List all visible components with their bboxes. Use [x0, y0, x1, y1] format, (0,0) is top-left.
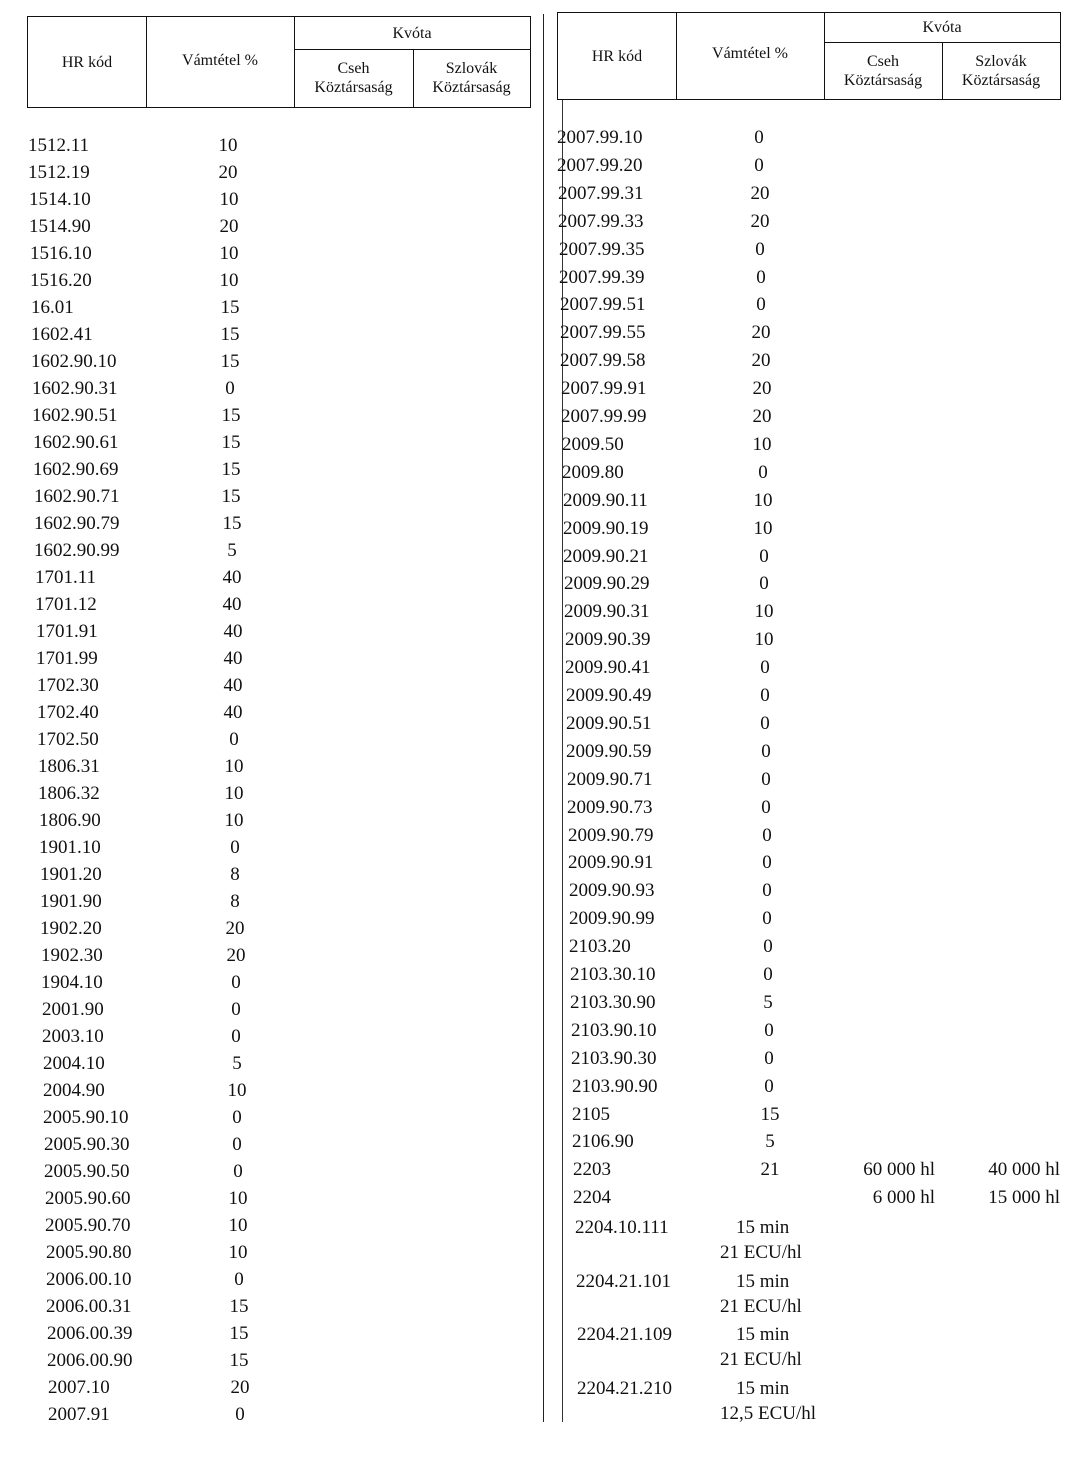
header-szlovak-line1: Szlovák	[445, 60, 498, 77]
hr-code: 1602.90.79	[34, 513, 120, 534]
hr-code: 1806.31	[38, 756, 100, 777]
table-row	[34, 483, 294, 510]
hr-code: 2009.90.59	[566, 741, 652, 762]
tariff-rate: 15	[229, 1323, 249, 1344]
header-szlovak-line1: Szlovák	[975, 52, 1027, 70]
hr-code: 2103.90.30	[571, 1048, 657, 1069]
tariff-rate: 40	[223, 675, 243, 696]
table-row	[43, 1050, 303, 1077]
tariff-rate: 0	[759, 546, 769, 567]
tariff-rate: 0	[761, 741, 771, 762]
header-szlovak	[942, 42, 1060, 99]
table-row	[44, 1131, 304, 1158]
hr-code: 2005.90.50	[44, 1161, 130, 1182]
tariff-rate: 0	[232, 1107, 242, 1128]
hr-code: 2009.90.51	[566, 713, 652, 734]
hr-code: 2204.21.101	[576, 1271, 671, 1292]
tariff-rate: 0	[231, 972, 241, 993]
table-row	[564, 598, 1062, 625]
hr-code: 1702.50	[37, 729, 99, 750]
table-row	[571, 1017, 1062, 1044]
tariff-rate-ecu: 12,5 ECU/hl	[720, 1403, 817, 1424]
tariff-rate: 0	[233, 1161, 243, 1182]
tariff-rate: 20	[751, 322, 771, 343]
table-row	[562, 459, 1062, 486]
tariff-rate: 10	[754, 629, 774, 650]
tariff-rate: 20	[750, 183, 770, 204]
table-row	[557, 124, 1062, 151]
tariff-rate-min: 15 min	[736, 1271, 790, 1292]
hr-code: 2007.99.10	[557, 127, 643, 148]
hr-code: 2204.21.109	[577, 1324, 672, 1345]
hr-code: 1901.10	[39, 837, 101, 858]
tariff-rate: 5	[765, 1131, 775, 1152]
header-cseh-line2: Köztársaság	[843, 71, 923, 89]
table-row	[46, 1293, 306, 1320]
tariff-rate: 0	[230, 837, 240, 858]
hr-code: 2006.00.10	[46, 1269, 132, 1290]
tariff-rate: 10	[228, 1215, 248, 1236]
table-row	[573, 1156, 1062, 1183]
hr-code: 2204.21.210	[577, 1378, 672, 1399]
hr-code: 2009.90.99	[569, 908, 655, 929]
table-row	[568, 849, 1062, 876]
hr-code: 2007.99.31	[558, 183, 644, 204]
table-row	[41, 969, 301, 996]
table-row	[558, 208, 1062, 235]
tariff-rate: 10	[224, 783, 244, 804]
table-row	[45, 1212, 305, 1239]
table-row	[567, 766, 1062, 793]
table-row	[34, 537, 294, 564]
hr-code: 2005.90.10	[43, 1107, 129, 1128]
hr-code: 1602.90.51	[32, 405, 118, 426]
tariff-rate: 0	[225, 378, 235, 399]
hr-code: 1602.90.31	[32, 378, 118, 399]
hr-code: 2204.10.111	[575, 1217, 669, 1238]
tariff-rate: 0	[754, 127, 764, 148]
hr-code: 1512.19	[28, 162, 90, 183]
hr-code: 1701.99	[36, 648, 98, 669]
table-row	[562, 431, 1062, 458]
tariff-rate: 5	[232, 1053, 242, 1074]
table-row	[566, 682, 1062, 709]
tariff-rate: 8	[230, 864, 240, 885]
tariff-rate-min: 15 min	[736, 1324, 790, 1345]
hr-code: 1516.10	[30, 243, 92, 264]
hr-code: 2009.90.91	[568, 852, 654, 873]
table-row	[37, 672, 297, 699]
header-cseh	[294, 49, 413, 107]
hr-code: 2004.10	[43, 1053, 105, 1074]
hr-code: 1701.91	[36, 621, 98, 642]
tariff-rate: 0	[764, 1048, 774, 1069]
quota-slovak: 15 000 hl	[988, 1187, 1060, 1208]
hr-code: 1602.90.61	[33, 432, 119, 453]
hr-code: 1901.90	[40, 891, 102, 912]
table-row	[568, 822, 1062, 849]
hr-code: 1602.41	[31, 324, 93, 345]
hr-code: 1602.90.99	[34, 540, 120, 561]
left-table-header	[27, 16, 531, 108]
hr-code: 2203	[573, 1159, 611, 1180]
table-row	[561, 403, 1062, 430]
hr-code: 1901.20	[40, 864, 102, 885]
tariff-rate-min: 15 min	[736, 1217, 790, 1238]
table-row	[48, 1401, 308, 1428]
table-row	[557, 152, 1062, 179]
tariff-rate: 10	[228, 1242, 248, 1263]
hr-code: 2009.50	[562, 434, 624, 455]
table-row	[43, 1104, 303, 1131]
tariff-rate: 10	[752, 434, 772, 455]
tariff-rate: 15	[229, 1296, 249, 1317]
hr-code: 2103.30.90	[570, 992, 656, 1013]
tariff-rate: 0	[760, 685, 770, 706]
hr-code: 2007.99.20	[557, 155, 643, 176]
table-row	[31, 348, 291, 375]
tariff-rate-ecu: 21 ECU/hl	[720, 1349, 802, 1370]
tariff-rate: 0	[234, 1269, 244, 1290]
hr-code: 1701.12	[35, 594, 97, 615]
table-row	[43, 1077, 303, 1104]
header-cseh-line2: Köztársaság	[314, 79, 393, 96]
tariff-rate: 10	[218, 135, 238, 156]
hr-code: 2001.90	[42, 999, 104, 1020]
header-szlovak-line2: Köztársaság	[432, 79, 511, 96]
table-row	[44, 1158, 304, 1185]
hr-code: 1516.20	[30, 270, 92, 291]
quota-czech: 6 000 hl	[872, 1187, 935, 1208]
tariff-rate: 20	[230, 1377, 250, 1398]
tariff-rate: 5	[227, 540, 237, 561]
table-row	[38, 780, 298, 807]
tariff-rate: 15	[220, 351, 240, 372]
table-row	[565, 654, 1062, 681]
table-row	[566, 710, 1062, 737]
hr-code: 2009.90.49	[566, 685, 652, 706]
table-row	[41, 942, 301, 969]
hr-code: 1602.90.10	[31, 351, 117, 372]
hr-code: 2009.90.73	[567, 797, 653, 818]
quota-czech: 60 000 hl	[863, 1159, 935, 1180]
tariff-rate: 20	[751, 350, 771, 371]
right-table-header	[557, 12, 1061, 100]
tariff-rate: 20	[752, 378, 772, 399]
tariff-rate: 20	[218, 162, 238, 183]
hr-code: 2009.90.79	[568, 825, 654, 846]
hr-code: 2007.99.39	[559, 267, 645, 288]
tariff-rate: 40	[223, 702, 243, 723]
table-row	[572, 1073, 1062, 1100]
table-row	[570, 961, 1062, 988]
header-szlovak	[413, 49, 530, 107]
tariff-rate: 15	[221, 405, 241, 426]
tariff-rate: 0	[756, 294, 766, 315]
tariff-rate: 15	[760, 1104, 780, 1125]
hr-code: 2106.90	[572, 1131, 634, 1152]
tariff-rate: 0	[761, 797, 771, 818]
header-hr-kod: HR kód	[61, 53, 113, 71]
tariff-rate: 10	[227, 1080, 247, 1101]
table-row	[29, 186, 289, 213]
hr-code: 2006.00.90	[47, 1350, 133, 1371]
table-row	[40, 861, 300, 888]
table-row	[565, 626, 1062, 653]
tariff-rate: 0	[762, 908, 772, 929]
table-row	[567, 794, 1062, 821]
table-row	[560, 319, 1062, 346]
table-row	[28, 132, 288, 159]
hr-code: 2009.90.21	[563, 546, 649, 567]
tariff-rate: 0	[232, 1134, 242, 1155]
hr-code: 2004.90	[43, 1080, 105, 1101]
hr-code: 1806.32	[38, 783, 100, 804]
tariff-rate: 0	[762, 825, 772, 846]
tariff-rate: 0	[763, 964, 773, 985]
hr-code: 2009.90.31	[564, 601, 650, 622]
table-row	[569, 877, 1062, 904]
tariff-rate: 0	[235, 1404, 245, 1425]
table-row	[28, 159, 288, 186]
hr-code: 2007.99.51	[560, 294, 646, 315]
table-row	[29, 213, 289, 240]
tariff-rate: 10	[753, 490, 773, 511]
table-row	[46, 1239, 306, 1266]
hr-code: 2103.90.90	[572, 1076, 658, 1097]
table-row	[30, 240, 290, 267]
tariff-rate: 0	[760, 713, 770, 734]
table-row	[38, 753, 298, 780]
tariff-rate: 20	[219, 216, 239, 237]
hr-code: 2103.30.10	[570, 964, 656, 985]
table-row	[37, 699, 297, 726]
tariff-rate: 15	[229, 1350, 249, 1371]
tariff-rate: 0	[760, 657, 770, 678]
table-row	[42, 1023, 302, 1050]
table-row	[47, 1347, 307, 1374]
hr-code: 2006.00.39	[47, 1323, 133, 1344]
hr-code: 1512.11	[28, 135, 90, 156]
hr-code: 2007.99.91	[561, 378, 647, 399]
tariff-rate: 40	[222, 567, 242, 588]
table-row	[559, 236, 1062, 263]
hr-code: 2007.99.33	[558, 211, 644, 232]
tariff-rate: 10	[224, 756, 244, 777]
table-row	[39, 834, 299, 861]
table-row	[569, 933, 1062, 960]
hr-code: 1904.10	[41, 972, 103, 993]
hr-code: 2007.10	[48, 1377, 110, 1398]
tariff-rate: 15	[220, 297, 240, 318]
hr-code: 1902.20	[40, 918, 102, 939]
hr-code: 1514.90	[29, 216, 91, 237]
table-row	[566, 738, 1062, 765]
table-row	[35, 564, 295, 591]
tariff-rate: 10	[219, 243, 239, 264]
table-row	[569, 905, 1062, 932]
tariff-rate: 0	[758, 462, 768, 483]
tariff-rate: 0	[761, 769, 771, 790]
tariff-rate: 15	[221, 459, 241, 480]
table-row	[40, 915, 300, 942]
table-row	[48, 1374, 308, 1401]
table-row	[31, 294, 291, 321]
table-row	[572, 1128, 1062, 1155]
tariff-rate: 15	[221, 486, 241, 507]
tariff-rate: 0	[229, 729, 239, 750]
table-row	[30, 267, 290, 294]
table-row	[35, 591, 295, 618]
hr-code: 2005.90.60	[45, 1188, 131, 1209]
hr-code: 2009.90.19	[563, 518, 649, 539]
hr-code: 2005.90.80	[46, 1242, 132, 1263]
table-row	[39, 807, 299, 834]
hr-code: 2007.91	[48, 1404, 110, 1425]
hr-code: 2009.80	[562, 462, 624, 483]
hr-code: 2009.90.93	[569, 880, 655, 901]
table-row	[563, 543, 1062, 570]
tariff-rate: 15	[221, 432, 241, 453]
tariff-rate: 10	[219, 189, 239, 210]
tariff-rate: 20	[752, 406, 772, 427]
tariff-rate: 21	[760, 1159, 780, 1180]
tariff-rate: 40	[223, 621, 243, 642]
header-cseh-line1: Cseh	[867, 52, 899, 70]
tariff-rate: 40	[222, 594, 242, 615]
tariff-rate: 0	[754, 155, 764, 176]
hr-code: 1902.30	[41, 945, 103, 966]
tariff-rate: 20	[225, 918, 245, 939]
tariff-rate: 5	[763, 992, 773, 1013]
table-row	[42, 996, 302, 1023]
hr-code: 1702.30	[37, 675, 99, 696]
tariff-rate: 40	[223, 648, 243, 669]
table-row	[572, 1101, 1062, 1128]
header-cseh-line1: Cseh	[337, 60, 370, 77]
hr-code: 2003.10	[42, 1026, 104, 1047]
column-divider	[543, 14, 544, 1422]
table-row	[47, 1320, 307, 1347]
tariff-rate: 10	[224, 810, 244, 831]
table-row	[46, 1266, 306, 1293]
tariff-rate: 20	[750, 211, 770, 232]
table-row	[573, 1184, 1062, 1211]
table-row	[559, 264, 1062, 291]
table-row	[33, 456, 293, 483]
table-row	[34, 510, 294, 537]
hr-code: 2009.90.71	[567, 769, 653, 790]
hr-code: 2007.99.55	[560, 322, 646, 343]
tariff-rate: 20	[226, 945, 246, 966]
tariff-rate-ecu: 21 ECU/hl	[720, 1296, 802, 1317]
hr-code: 1702.40	[37, 702, 99, 723]
table-row	[560, 291, 1062, 318]
header-kvota: Kvóta	[392, 24, 432, 42]
tariff-rate-min: 15 min	[736, 1378, 790, 1399]
tariff-rate: 0	[756, 267, 766, 288]
tariff-rate: 0	[231, 1026, 241, 1047]
hr-code: 2204	[573, 1187, 611, 1208]
table-row	[563, 515, 1062, 542]
hr-code: 2103.90.10	[571, 1020, 657, 1041]
tariff-rate: 10	[753, 518, 773, 539]
table-row	[570, 989, 1062, 1016]
hr-code: 2009.90.41	[565, 657, 651, 678]
table-row	[560, 347, 1062, 374]
table-row	[32, 375, 292, 402]
tariff-rate: 0	[759, 573, 769, 594]
table-row	[563, 487, 1062, 514]
quota-slovak: 40 000 hl	[988, 1159, 1060, 1180]
header-kvota: Kvóta	[922, 19, 962, 36]
hr-code: 1602.90.69	[33, 459, 119, 480]
tariff-rate-ecu: 21 ECU/hl	[720, 1242, 802, 1263]
header-hr-kod: HR kód	[591, 47, 643, 65]
tariff-rate: 0	[764, 1020, 774, 1041]
table-row	[564, 570, 1062, 597]
hr-code: 1701.11	[35, 567, 97, 588]
hr-code: 2009.90.11	[563, 490, 648, 511]
tariff-rate: 0	[764, 1076, 774, 1097]
hr-code: 2009.90.29	[564, 573, 650, 594]
tariff-rate: 10	[228, 1188, 248, 1209]
table-row	[32, 402, 292, 429]
hr-code: 1602.90.71	[34, 486, 120, 507]
table-row	[31, 321, 291, 348]
tariff-rate: 10	[219, 270, 239, 291]
tariff-rate: 0	[762, 852, 772, 873]
table-row	[36, 618, 296, 645]
table-row	[37, 726, 297, 753]
hr-code: 1806.90	[39, 810, 101, 831]
tariff-rate: 0	[231, 999, 241, 1020]
hr-code: 2005.90.30	[44, 1134, 130, 1155]
table-row	[558, 180, 1062, 207]
hr-code: 1514.10	[29, 189, 91, 210]
header-szlovak-line2: Köztársaság	[961, 71, 1041, 89]
table-row	[33, 429, 293, 456]
tariff-rate: 0	[763, 936, 773, 957]
hr-code: 2009.90.39	[565, 629, 651, 650]
header-vamtetel: Vámtétel %	[712, 44, 788, 62]
hr-code: 2103.20	[569, 936, 631, 957]
table-row	[36, 645, 296, 672]
hr-code: 2005.90.70	[45, 1215, 131, 1236]
table-row	[561, 375, 1062, 402]
hr-code: 2105	[572, 1104, 610, 1125]
table-row	[40, 888, 300, 915]
header-cseh	[824, 42, 942, 99]
hr-code: 2007.99.58	[560, 350, 646, 371]
tariff-rate: 10	[754, 601, 774, 622]
hr-code: 2006.00.31	[46, 1296, 132, 1317]
tariff-rate: 15	[222, 513, 242, 534]
tariff-rate: 15	[220, 324, 240, 345]
header-vamtetel: Vámtétel %	[182, 51, 258, 69]
tariff-rate: 8	[230, 891, 240, 912]
table-row	[45, 1185, 305, 1212]
hr-code: 2007.99.35	[559, 239, 645, 260]
hr-code: 16.01	[31, 297, 74, 318]
tariff-rate: 0	[762, 880, 772, 901]
table-row	[571, 1045, 1062, 1072]
tariff-rate: 0	[755, 239, 765, 260]
hr-code: 2007.99.99	[561, 406, 647, 427]
